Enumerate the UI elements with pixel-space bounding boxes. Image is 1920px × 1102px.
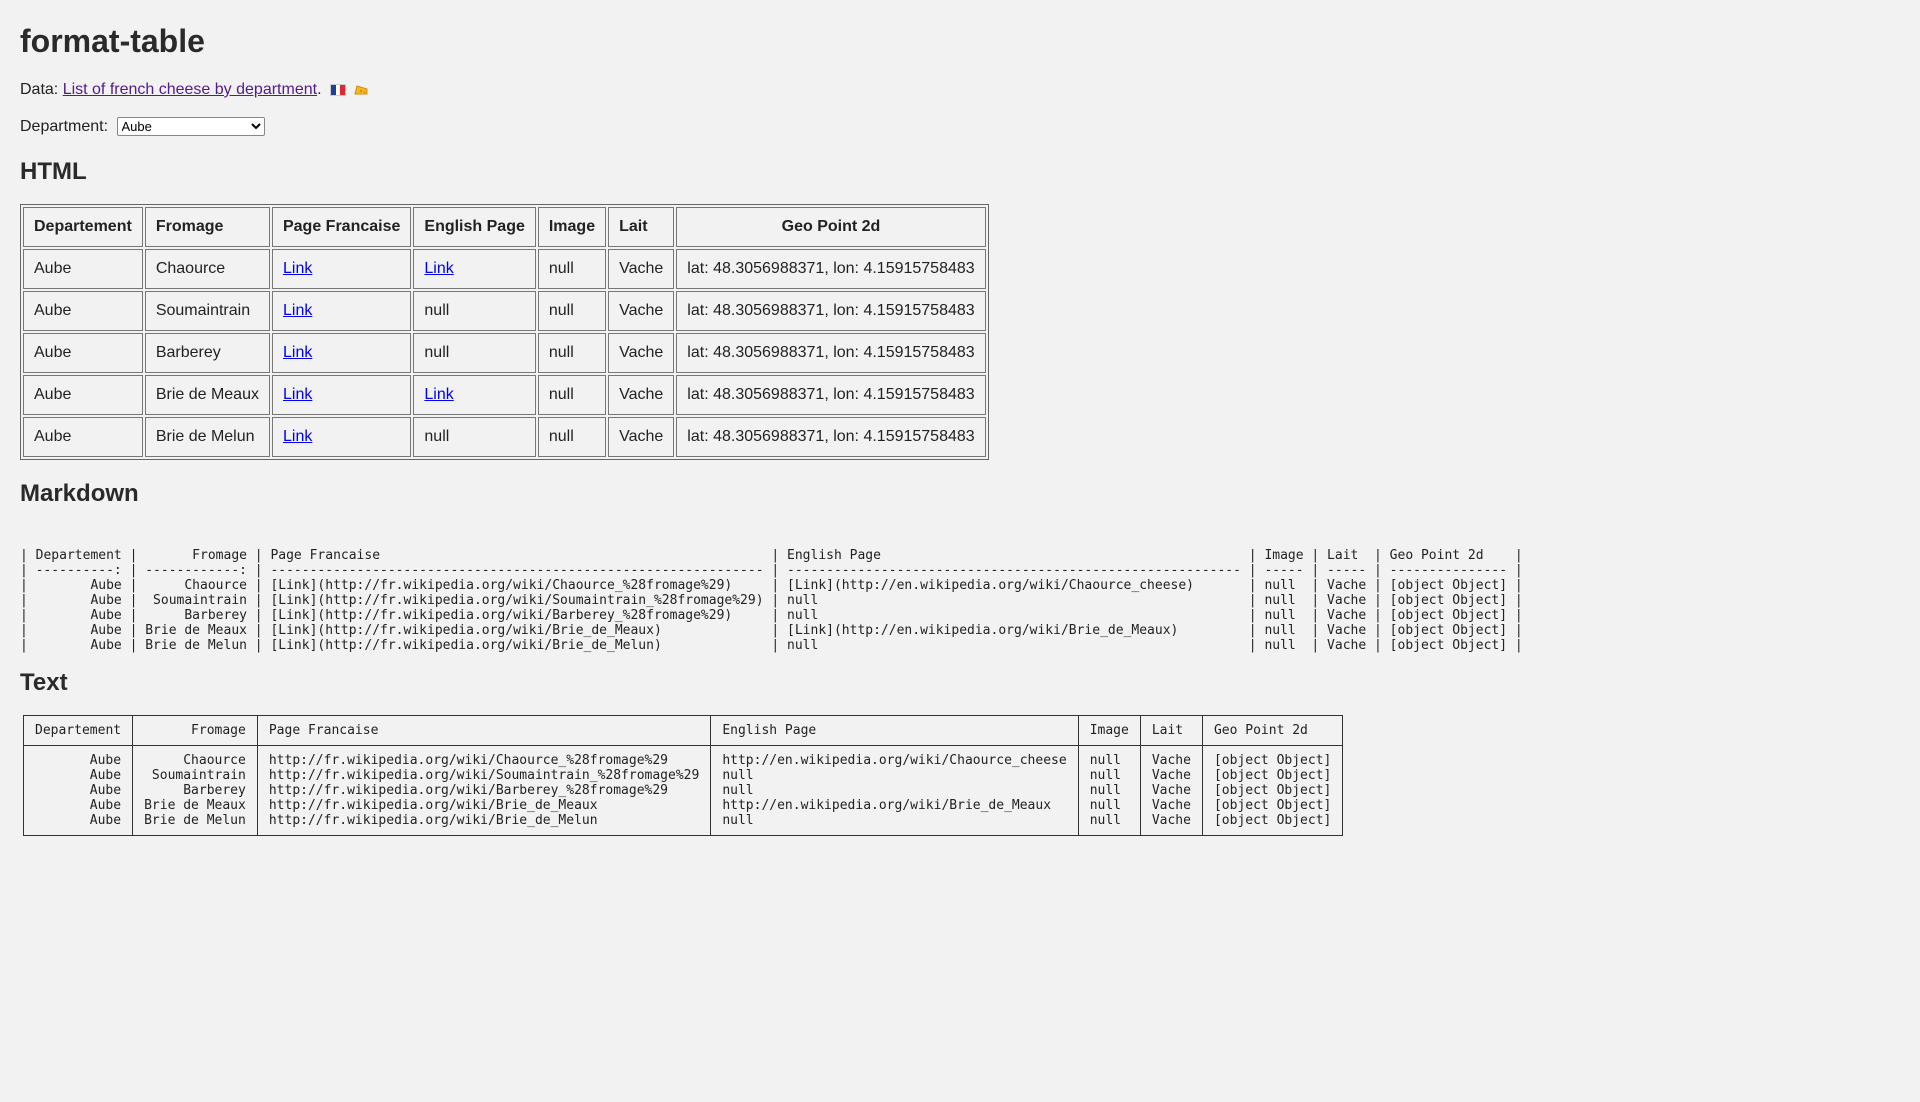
cell-page-francaise <box>272 417 411 457</box>
table-row <box>23 291 986 331</box>
html-table <box>20 204 989 460</box>
header-departement: Departement <box>23 207 143 247</box>
text-header-fromage: Fromage <box>133 716 258 746</box>
cell-fromage: Chaource <box>145 249 270 289</box>
department-row <box>20 116 1900 138</box>
page-title: format-table <box>20 23 205 59</box>
cell-english-page: null <box>413 291 535 331</box>
text-table <box>23 715 1343 836</box>
text-header-departement: Departement <box>24 716 133 746</box>
table-row <box>23 375 986 415</box>
cell-departement: Aube <box>23 375 143 415</box>
cell-english-page: null <box>413 333 535 373</box>
text-header-geo-point: Geo Point 2d <box>1202 716 1342 746</box>
text-table-body-row <box>24 746 1343 836</box>
data-source-link[interactable]: List of french cheese by department <box>62 81 318 98</box>
french-page-link[interactable]: Link <box>282 386 313 403</box>
page <box>0 22 1920 836</box>
header-fromage: Fromage <box>145 207 270 247</box>
cheese-icon <box>354 84 368 96</box>
text-header-english-page: English Page <box>711 716 1078 746</box>
table-row <box>23 333 986 373</box>
cell-image: null <box>538 291 606 331</box>
data-source-line <box>20 80 1900 100</box>
text-table-header-row <box>24 716 1343 746</box>
text-column-departement: Aube Aube Aube Aube Aube <box>24 746 133 836</box>
header-english-page: English Page <box>413 207 535 247</box>
english-page-link[interactable]: Link <box>424 386 454 403</box>
cell-geo-point: lat: 48.3056988371, lon: 4.15915758483 <box>676 417 985 457</box>
header-page-francaise: Page Francaise <box>272 207 411 247</box>
text-column-lait: Vache Vache Vache Vache Vache <box>1140 746 1202 836</box>
cell-lait: Vache <box>608 417 674 457</box>
text-column-image: null null null null null <box>1078 746 1140 836</box>
cell-departement: Aube <box>23 249 143 289</box>
french-page-link[interactable]: Link <box>282 260 313 277</box>
header-geo-point: Geo Point 2d <box>676 207 985 247</box>
department-select[interactable] <box>117 117 265 136</box>
department-label: Department: <box>20 118 109 135</box>
cell-english-page <box>413 249 535 289</box>
cell-image: null <box>538 375 606 415</box>
cell-geo-point: lat: 48.3056988371, lon: 4.15915758483 <box>676 249 985 289</box>
french-page-link[interactable]: Link <box>282 302 313 319</box>
cell-page-francaise <box>272 375 411 415</box>
english-page-link[interactable]: Link <box>424 260 454 277</box>
cell-lait: Vache <box>608 333 674 373</box>
cell-geo-point: lat: 48.3056988371, lon: 4.15915758483 <box>676 375 985 415</box>
cell-geo-point: lat: 48.3056988371, lon: 4.15915758483 <box>676 333 985 373</box>
french-page-link[interactable]: Link <box>282 344 313 361</box>
section-heading-html: HTML <box>20 158 87 185</box>
cell-image: null <box>538 249 606 289</box>
cell-page-francaise <box>272 291 411 331</box>
text-column-english-page: http://en.wikipedia.org/wiki/Chaource_cheese null null http://en.wikipedia.org/wiki/Brie_de_Meaux null <box>711 746 1078 836</box>
markdown-output: | Departement | Fromage | Page Francaise | English Page | Image | Lait | Geo Point 2d | | ----------: | ------------: | --------------------------------------------------------------- | ---------------------------------------------------------- | ----- | ----- | --------------- | | Aube | Chaource | [Link](http://fr.wikipedia.org/wiki/Chaource_%28fromage%29) | [Link](http://en.wikipedia.org/wiki/Chaource_cheese) | null | Vache | [object Object] | | Aube | Soumaintrain | [Link](http://fr.wikipedia.org/wiki/Soumaintrain_%28fromage%29) | null | null | Vache | [object Object] | | Aube | Barberey | [Link](http://fr.wikipedia.org/wiki/Barberey_%28fromage%29) | null | null | Vache | [object Object] | | Aube | Brie de Meaux | [Link](http://fr.wikipedia.org/wiki/Brie_de_Meaux) | [Link](http://en.wikipedia.org/wiki/Brie_de_Meaux) | null | Vache | [object Object] | | Aube | Brie de Melun | [Link](http://fr.wikipedia.org/wiki/Brie_de_Melun) | null | null | Vache | [object Object] | <box>20 548 1523 653</box>
cell-page-francaise <box>272 333 411 373</box>
cell-fromage: Barberey <box>145 333 270 373</box>
cell-lait: Vache <box>608 249 674 289</box>
cell-english-page: null <box>413 417 535 457</box>
french-flag-icon <box>330 84 346 96</box>
text-header-page-francaise: Page Francaise <box>257 716 710 746</box>
text-column-fromage: Chaource Soumaintrain Barberey Brie de Meaux Brie de Melun <box>133 746 258 836</box>
header-image: Image <box>538 207 606 247</box>
cell-image: null <box>538 333 606 373</box>
cell-image: null <box>538 417 606 457</box>
text-header-image: Image <box>1078 716 1140 746</box>
cell-page-francaise <box>272 249 411 289</box>
cell-fromage: Brie de Meaux <box>145 375 270 415</box>
french-page-link[interactable]: Link <box>282 428 313 445</box>
cell-lait: Vache <box>608 375 674 415</box>
text-column-page-francaise: http://fr.wikipedia.org/wiki/Chaource_%28fromage%29 http://fr.wikipedia.org/wiki/Soumaintrain_%28fromage%29 http://fr.wikipedia.org/wiki/Barberey_%28fromage%29 http://fr.wikipedia.org/wiki/Brie_de_Meaux http://fr.wikipedia.org/wiki/Brie_de_Melun <box>257 746 710 836</box>
text-column-geo-point: [object Object] [object Object] [object Object] [object Object] [object Object] <box>1202 746 1342 836</box>
header-lait: Lait <box>608 207 674 247</box>
cell-departement: Aube <box>23 333 143 373</box>
cell-lait: Vache <box>608 291 674 331</box>
cell-english-page <box>413 375 535 415</box>
html-table-header-row <box>23 207 986 247</box>
cell-fromage: Brie de Melun <box>145 417 270 457</box>
section-heading-text: Text <box>20 669 68 696</box>
data-suffix: . <box>317 81 322 98</box>
cell-departement: Aube <box>23 291 143 331</box>
text-header-lait: Lait <box>1140 716 1202 746</box>
section-heading-markdown: Markdown <box>20 480 139 507</box>
table-row <box>23 417 986 457</box>
cell-departement: Aube <box>23 417 143 457</box>
data-prefix: Data: <box>20 81 63 98</box>
cell-geo-point: lat: 48.3056988371, lon: 4.15915758483 <box>676 291 985 331</box>
cell-fromage: Soumaintrain <box>145 291 270 331</box>
table-row <box>23 249 986 289</box>
